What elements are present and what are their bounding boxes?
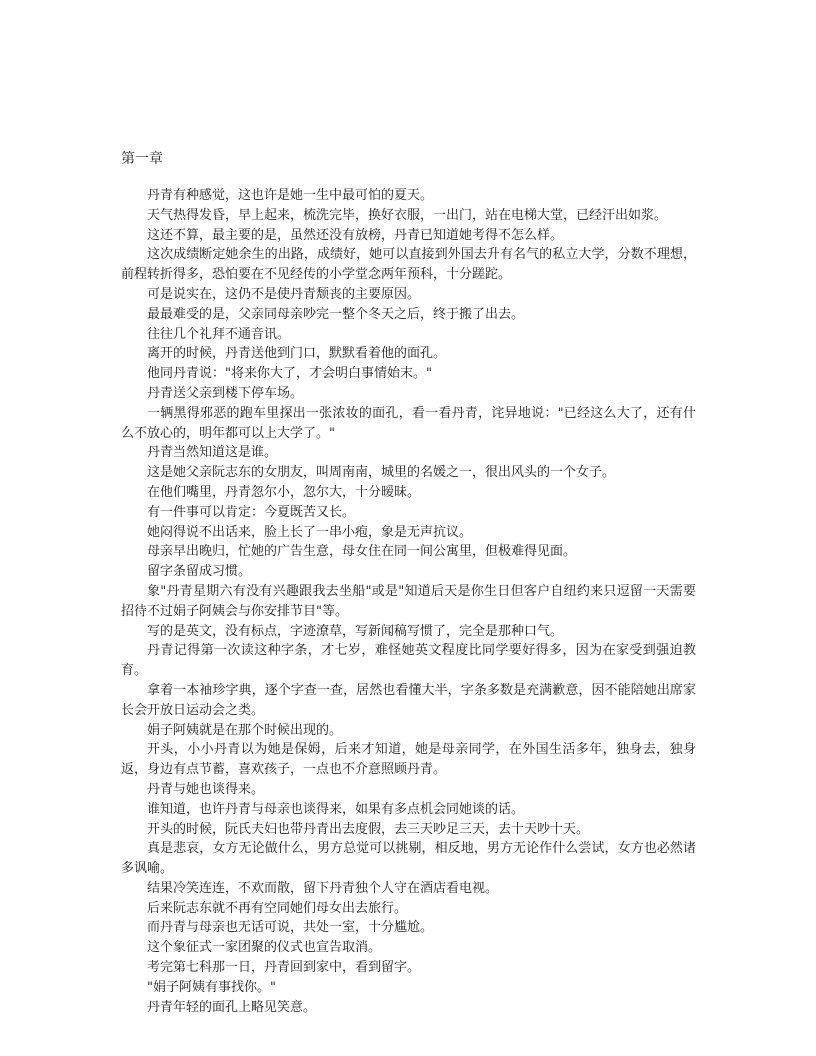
paragraph: 一辆黑得邪恶的跑车里探出一张浓妆的面孔，看一看丹青，诧异地说："已经这么大了，还有什么不放心的，明年都可以上大学了。"	[121, 405, 696, 441]
paragraph: 拿着一本袖珍字典，逐个字查一查，居然也看懂大半，字条多数是充满歉意，因不能陪她出席家长会开放日运动会之类。	[121, 682, 696, 718]
paragraph: 真是悲哀，女方无论做什么，男方总觉可以挑剔，相反地，男方无论作什么尝试，女方也必然诸多讽喻。	[121, 841, 696, 877]
paragraph: 写的是英文，没有标点，字迹潦草，写新闻稿写惯了，完全是那种口气。	[147, 623, 564, 639]
paragraph: 这是她父亲阮志东的女朋友，叫周南南，城里的名媛之一，很出风头的一个女子。	[147, 465, 616, 481]
paragraph: 离开的时候，丹青送他到门口，默默看着他的面孔。	[147, 346, 447, 362]
paragraph: 谁知道，也许丹青与母亲也谈得来，如果有多点机会同她谈的话。	[147, 801, 525, 817]
chapter-title: 第一章	[121, 151, 163, 167]
paragraph: 这个象征式一家团聚的仪式也宣告取消。	[147, 940, 382, 956]
paragraph: 丹青当然知道这是谁。	[147, 445, 278, 461]
paragraph: 有一件事可以肯定：今夏既苦又长。	[147, 504, 356, 520]
paragraph: 象"丹青星期六有没有兴趣跟我去坐船"或是"知道后天是你生日但客户自纽约来只逗留一天需要招待不过娟子阿姨会与你安排节目"等。	[121, 583, 696, 619]
paragraph: 这次成绩断定她余生的出路，成绩好，她可以直接到外国去升有名气的私立大学，分数不理想，前程转折得多，恐怕要在不见经传的小学堂念两年预科，十分蹉跎。	[121, 247, 696, 283]
paragraph: 娟子阿姨就是在那个时候出现的。	[147, 722, 343, 738]
paragraph: 最最难受的是，父亲同母亲吵完一整个冬天之后，终于搬了出去。	[147, 306, 525, 322]
paragraph: 而丹青与母亲也无话可说，共处一室，十分尴尬。	[147, 920, 434, 936]
paragraph: 他同丹青说："将来你大了，才会明白事情始末。"	[147, 366, 432, 382]
paragraph: 可是说实在，这仍不是使丹青颓丧的主要原因。	[147, 286, 421, 302]
paragraph: 丹青年轻的面孔上略见笑意。	[147, 999, 317, 1015]
paragraph: 开头，小小丹青以为她是保姆，后来才知道，她是母亲同学，在外国生活多年，独身去，独身返，身边有点节蓄，喜欢孩子，一点也不介意照顾丹青。	[121, 742, 696, 778]
paragraph: 往往几个礼拜不通音讯。	[147, 326, 291, 342]
paragraph: 留字条留成习惯。	[147, 564, 252, 580]
paragraph: 结果冷笑连连，不欢而散，留下丹青独个人守在酒店看电视。	[147, 880, 499, 896]
paragraph: "娟子阿姨有事找你。"	[147, 979, 276, 995]
paragraph: 丹青送父亲到楼下停车场。	[147, 385, 304, 401]
paragraph: 母亲早出晚归，忙她的广告生意，母女住在同一间公寓里，但极难得见面。	[147, 544, 577, 560]
chapter-body	[121, 186, 696, 1017]
paragraph: 天气热得发昏，早上起来，梳洗完毕，换好衣服，一出门，站在电梯大堂，已经汗出如浆。	[147, 207, 668, 223]
paragraph: 在他们嘴里，丹青忽尔小，忽尔大，十分暧昧。	[147, 484, 421, 500]
paragraph: 这还不算，最主要的是，虽然还没有放榜，丹青已知道她考得不怎么样。	[147, 227, 564, 243]
paragraph: 丹青与她也谈得来。	[147, 781, 265, 797]
paragraph: 丹青记得第一次读这种字条，才七岁，难怪她英文程度比同学要好得多，因为在家受到强迫教育。	[121, 643, 696, 679]
paragraph: 丹青有种感觉，这也许是她一生中最可怕的夏天。	[147, 188, 434, 203]
paragraph: 后来阮志东就不再有空同她们母女出去旅行。	[147, 900, 408, 916]
paragraph: 开头的时候，阮氏夫妇也带丹青出去度假，去三天吵足三天，去十天吵十天。	[147, 821, 590, 837]
paragraph: 她闷得说不出话来，脸上长了一串小疱，象是无声抗议。	[147, 524, 473, 540]
paragraph: 考完第七科那一日，丹青回到家中，看到留字。	[147, 960, 421, 976]
